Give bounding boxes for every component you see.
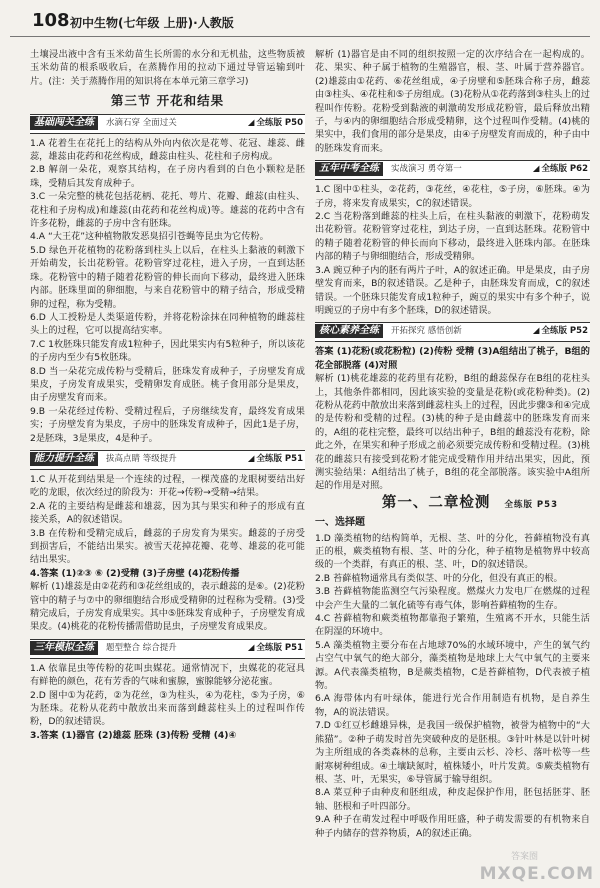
- bar-tag: 能力提升全练: [30, 452, 98, 466]
- bar-reference: ◢ 全练版 P50: [248, 117, 303, 130]
- answer-item: 3.A 豌豆种子内的胚有两片子叶，A的叙述正确。甲是果皮，由子房壁发育而来，B的叙述错误。乙是种子，由胚珠发育而成，C的叙述错误。一个胚珠只能发育成1粒种子，豌豆的果实中有多个种子，说明豌豆的子房中有多个胚珠，D的叙述错误。: [315, 264, 590, 316]
- bar-reference: ◢ 全练版 P51: [248, 642, 303, 655]
- answer-item: 1.A 花着生在花托上的结构从外向内依次是花萼、花冠、雄蕊、雌蕊，雄蕊由花药和花丝构成，雌蕊由柱头、花柱和子房构成。: [30, 137, 305, 163]
- answer-item: 8.D 当一朵花完成传粉与受精后，胚珠发育成种子，子房壁发育成果皮，子房发育成果实，受精卵发育成胚。桃子食用部分是果皮，由子房壁发育而来。: [30, 365, 305, 404]
- page-header: [10, 6, 590, 37]
- sub-heading: 一、选择题: [315, 517, 365, 529]
- watermark: MXQE.COM: [479, 864, 594, 884]
- left-column: [30, 48, 305, 742]
- bar-tag: 三年模拟全练: [30, 641, 98, 655]
- section-title: 第三节 开花和结果: [110, 93, 225, 109]
- answer-item: 6.A 海带体内有叶绿体，能进行光合作用制造有机物，是自养生物，A的说法错误。: [315, 693, 590, 718]
- intro-paragraph: 土壤浸出液中含有玉米幼苗生长所需的水分和无机盐，这些物质被玉米幼苗的根系吸收后，在蒸腾作用的拉动下通过导管运输到叶片。(注：关于蒸腾作用的知识将在本单元第三章学习): [30, 49, 305, 87]
- answer-item: 3.答案 (1)器官 (2)雄蕊 胚珠 (3)传粉 受精 (4)④: [30, 729, 237, 741]
- right-column: [315, 48, 590, 840]
- answer-item: 1.C 从开花到结果是一个连续的过程，一棵茂盛的龙眼树要结出好吃的龙眼，依次经过的阶段为：开花→传粉→受精→结果。: [30, 473, 305, 499]
- answer-item: 解析 (1)器官是由不同的组织按照一定的次序结合在一起构成的。花、果实、种子属于植物的生殖器官，根、茎、叶属于营养器官。(2)雄蕊由①花药、⑥花丝组成，④子房壁和⑤胚珠合称子房，雌蕊由③柱头、④花柱和⑤子房组成。(3)花粉从①花药落到③柱头上的过程叫作传粉。花粉受到黏液的刺激萌发形成花粉管，最后释放出精子，与④内的卵细胞结合形成受精卵，这个过程叫作受精。(4)桃的果实中，我们食用的部分是果皮，由④子房壁发育而成的，种子由中的胚珠发育而来。: [315, 49, 590, 154]
- bar-reference: ◢ 全练版 P52: [533, 325, 588, 338]
- answer-item: 9.B 一朵花经过传粉、受精过程后，子房继续发育，最终发育成果实；子房壁发育为果皮，子房中的胚珠发育成种子，因此1是子房，2是胚珠，3是果皮，4是种子。: [30, 405, 305, 444]
- section-bar-basic: [30, 114, 305, 134]
- answer-item: 9.A 种子在萌发过程中呼吸作用旺盛，种子萌发需要的有机物来自种子内储存的营养物质，A的叙述正确。: [315, 814, 590, 839]
- bar-subtitle: 题型整合 综合提升: [106, 642, 177, 653]
- answer-item: 答案 (1)花粉(或花粉粒) (2)传粉 受精 (3)A组结出了桃子，B组的花全部脱落 (4)对照: [315, 346, 590, 371]
- bar-tag: 核心素养全练: [315, 324, 383, 338]
- answer-item: 4.A “大王花”这种植物散发恶臭招引苍蝇等昆虫为它传粉。: [30, 231, 269, 243]
- answer-item: 2.A 花的主要结构是雌蕊和雄蕊，因为其与果实和种子的形成有直接关系，A的叙述错误。: [30, 500, 305, 526]
- answer-item: 7.D ①红豆杉雌雄异株，是我国一级保护植物，被誉为植物中的“大熊猫”。②种子萌发时首先突破种皮的是胚根。③针叶林是以针叶树为主所组成的各类森林的总称，主要由云杉、冷杉、落叶松等一些耐寒树种组成。④土壤缺氮时，植株矮小，叶片发黄。⑤蕨类植物有根、茎、叶，无果实，⑥导管属于输导组织。: [315, 720, 590, 785]
- watermark-sub: 答案圈: [510, 852, 538, 862]
- answer-item: 解析 (1)桃花雄蕊的花药里有花粉，B组的雌蕊保存在B组的花柱头上，其他条件都相同，因此该实验的变量是花粉(或花粉种类)。(2)花粉从花药中散放出来落到雌蕊柱头上的过程，因此步骤③和④完成的是传粉和受精的过程。(3)桃的种子是由雌蕊中的胚珠发育而来的，A组的花柱完整，最终可以结出种子，B组的雌蕊没有花粉，除此之外，在果实和种子形成之前必须要完成传粉和受精过程。(3)桃花的雌蕊只有接受到花粉才能完成受精作用并结出果实，因此，预测实验结果：A组结出了桃子，B组的花全部脱落。该实验中A组所起的作用是对照。: [315, 373, 590, 492]
- bar-subtitle: 拔高点睛 等级提升: [106, 453, 177, 464]
- page-number: 108: [32, 10, 70, 31]
- answer-item: 2.B 解剖一朵花，观察其结构，在子房内看到的白色小颗粒是胚珠，受精后其发育成种子。: [30, 164, 305, 189]
- answer-item: 4.答案 (1)②③ ⑥ (2)受精 (3)子房壁 (4)花粉传播: [30, 567, 240, 579]
- answer-item: 4.C 苔藓植物和蕨类植物都靠孢子繁殖，生殖离不开水，只能生活在阴湿的环境中。: [315, 613, 590, 638]
- answer-item: 1.A 依靠昆虫等传粉的花叫虫媒花。通常情况下，虫媒花的花冠具有鲜艳的颜色，花有芳香的气味和蜜腺，蜜腺能够分泌花蜜。: [30, 662, 305, 688]
- bar-reference: ◢ 全练版 P51: [248, 453, 303, 466]
- section-bar-exam: [315, 160, 590, 180]
- answer-item: 3.B 苔藓植物能监测空气污染程度。燃煤火力发电厂在燃煤的过程中会产生大量的二氧化硫等有毒气体，影响苔藓植物的生存。: [315, 586, 590, 611]
- answer-item: 1.D 藻类植物的结构简单，无根、茎、叶的分化，苔藓植物没有真正的根，蕨类植物有根、茎、叶的分化，种子植物是植物界中较高级的一个类群，有真正的根、茎、叶，D的叙述错误。: [315, 532, 590, 571]
- answer-item: 8.A 菜豆种子由种皮和胚组成，种皮起保护作用，胚包括胚芽、胚轴、胚根和子叶四部分。: [315, 787, 590, 812]
- bar-reference: ◢ 全练版 P62: [533, 163, 588, 176]
- chapter-title-text: 第一、二章检测: [381, 494, 491, 511]
- book-title: 初中生物(七年级 上册)·人教版: [70, 16, 234, 30]
- answer-item: 5.A 藻类植物主要分布在占地球70%的水域环境中，产生的氧气约占空气中氧气的绝大部分，藻类植物是地球上大气中氧气的主要来源。A代表藻类植物，B是蕨类植物，C是苔藓植物，D代表被子植物。: [315, 639, 590, 692]
- answer-item: 7.C 1枚胚珠只能发育成1粒种子，因此果实内有5粒种子，所以该花的子房内至少有5枚胚珠。: [30, 338, 305, 364]
- bar-subtitle: 实战演习 勇夺第一: [391, 164, 462, 175]
- bar-tag: 五年中考全练: [315, 162, 383, 176]
- answer-item: 5.D 绿色开花植物的花粉落到柱头上以后，在柱头上黏液的刺激下开始萌发，长出花粉管。花粉管穿过花柱，进入子房，一直到达胚珠。花粉管中的精子随着花粉管的伸长而向下移动，最终进入胚珠内部。胚珠里面的卵细胞，与来自花粉管中的精子结合，形成受精卵的过程，称为受精。: [30, 244, 305, 310]
- answer-item: 3.B 在传粉和受精完成后，雌蕊的子房发育为果实。雌蕊的子房受到损害后，不能结出果实。被雪天花掉花瓣、花萼、雄蕊的花可能结出果实。: [30, 527, 305, 566]
- answer-item: 2.D 图中①为花药，②为花丝，③为柱头，④为花柱，⑤为子房，⑥为胚珠。花粉从花药中散放出来而落到雌蕊柱头上的过程叫作传粉，D的叙述错误。: [30, 689, 305, 728]
- bar-subtitle: 开拓探究 感悟创新: [391, 326, 462, 337]
- answer-item: 1.C 图中①柱头，②花药，③花丝，④花柱，⑤子房，⑥胚珠。④为子房，将来发育成果实，C的叙述错误。: [315, 184, 590, 209]
- answer-item: 3.C 一朵完整的桃花包括花柄、花托、萼片、花瓣、雌蕊(由柱头、花柱和子房构成)和雄蕊(由花药和花丝构成)等。雄蕊的花药中含有许多花粉，雌蕊的子房中含有胚珠。: [30, 191, 305, 230]
- answer-item: 解析 (1)雄蕊是由②花药和③花丝组成的，表示雌蕊的是⑥。(2)花粉管中的精子与⑦中的卵细胞结合形成受精卵的过程称为受精。(3)受精完成后，子房发育成果实。其中⑤胚珠发育成种子，子房壁发育成果皮。(4)桃花的花粉传播需借助昆虫，子房壁发育成果皮。: [30, 581, 305, 633]
- bar-subtitle: 水滴石穿 全面过关: [106, 117, 177, 128]
- chapter-title: [315, 494, 590, 512]
- section-bar-core: [315, 322, 590, 342]
- section-bar-mock: [30, 639, 305, 659]
- answer-item: 2.B 苔藓植物通常具有类似茎、叶的分化，但没有真正的根。: [315, 572, 563, 584]
- bar-tag: 基础闯关全练: [30, 116, 98, 130]
- answer-item: 2.C 当花粉落到雌蕊的柱头上后，在柱头黏液的刺激下，花粉萌发出花粉管。花粉管穿过花柱，到达子房，一直到达胚珠。花粉管中的精子随着花粉管的伸长而向下移动，最终进入胚珠内部。在胚珠内部的精子与卵细胞结合，形成受精卵。: [315, 211, 590, 263]
- chapter-reference: 全练版 P53: [504, 499, 558, 510]
- answer-item: 6.D 人工授粉是人类渠道传粉，并将花粉涂抹在同种植物的雌蕊柱头上的过程，它可以提高结实率。: [30, 311, 305, 337]
- section-bar-ability: [30, 450, 305, 470]
